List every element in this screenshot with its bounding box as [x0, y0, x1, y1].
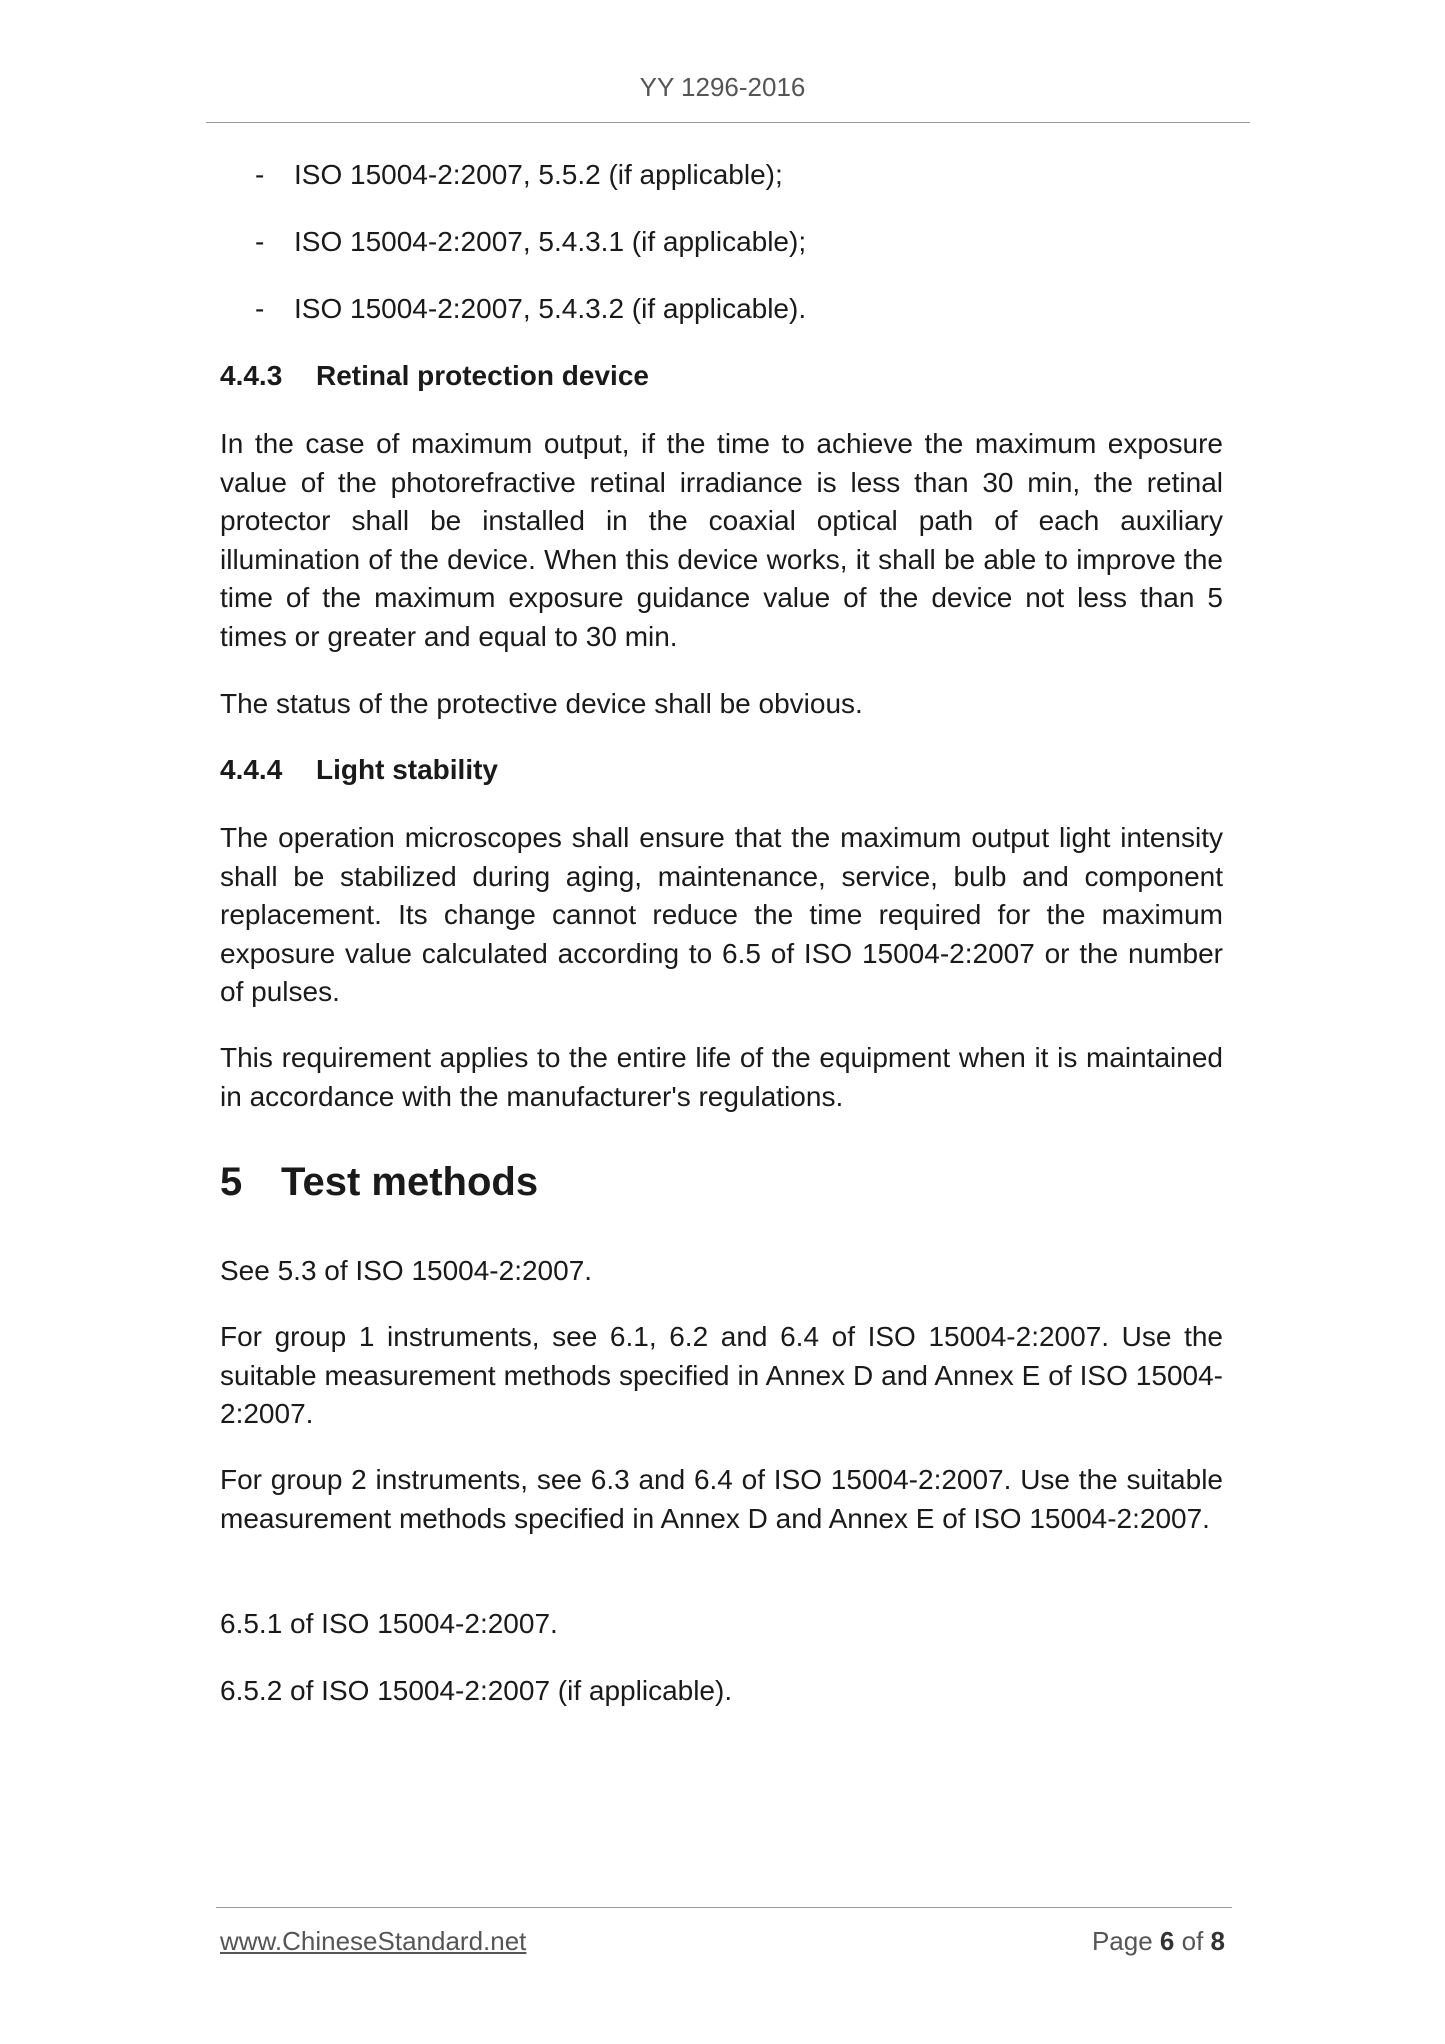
paragraph: For group 1 instruments, see 6.1, 6.2 and 6.4 of ISO 15004-2:2007. Use the suitable measurement methods specified in Annex D and Annex E of ISO 15004-2:2007.: [220, 1321, 1223, 1429]
footer-divider: [216, 1907, 1232, 1908]
list-item-text: ISO 15004-2:2007, 5.5.2 (if applicable);: [294, 159, 783, 190]
paragraph: See 5.3 of ISO 15004-2:2007.: [220, 1255, 593, 1286]
page-total: 8: [1210, 1926, 1225, 1956]
list-dash: -: [255, 226, 265, 257]
list-dash: -: [255, 159, 265, 190]
paragraph: The operation microscopes shall ensure that the maximum output light intensity shall be stabilized during aging, maintenance, service, bulb and component replacement. Its change cannot reduce the time required for the maximum exposure value calculated according to 6.5 of ISO 15004-2:2007 or the number of pulses.: [220, 822, 1223, 1007]
page-of: of: [1181, 1926, 1204, 1956]
list-item-text: ISO 15004-2:2007, 5.4.3.1 (if applicable);: [294, 226, 807, 257]
paragraph: In the case of maximum output, if the time to achieve the maximum exposure value of the photorefractive retinal irradiance is less than 30 min, the retinal protector shall be installed in the coaxial optical path of each auxiliary illumination of the device. When this device works, it shall be able to improve the time of the maximum exposure guidance value of the device not less than 5 times or greater and equal to 30 min.: [220, 428, 1223, 652]
paragraph: 6.5.2 of ISO 15004-2:2007 (if applicable).: [220, 1675, 733, 1706]
paragraph: This requirement applies to the entire life of the equipment when it is maintained in accordance with the manufacturer's regulations.: [220, 1042, 1223, 1112]
header-divider: [206, 122, 1250, 123]
paragraph: For group 2 instruments, see 6.3 and 6.4 of ISO 15004-2:2007. Use the suitable measurement methods specified in Annex D and Annex E of ISO 15004-2:2007.: [220, 1464, 1223, 1534]
page-prefix: Page: [1091, 1926, 1153, 1956]
list-item: [255, 223, 806, 261]
chapter-heading-5: [220, 1157, 538, 1207]
website-link[interactable]: www.ChineseStandard.net: [220, 1926, 527, 1956]
list-item: [255, 290, 806, 328]
section-title: Light stability: [316, 754, 498, 785]
chapter-title: Test methods: [281, 1160, 539, 1204]
document-code-header: YY 1296-2016: [639, 72, 806, 102]
list-item-text: ISO 15004-2:2007, 5.4.3.2 (if applicable).: [294, 293, 807, 324]
section-number: 4.4.4: [220, 754, 283, 785]
chapter-number: 5: [220, 1160, 243, 1204]
paragraph: The status of the protective device shall be obvious.: [220, 688, 863, 719]
section-number: 4.4.3: [220, 360, 283, 391]
section-title: Retinal protection device: [316, 360, 649, 391]
page-indicator: [1092, 1926, 1225, 1957]
page-current: 6: [1159, 1926, 1175, 1956]
list-dash: -: [255, 293, 265, 324]
section-heading-4-4-3: [220, 357, 649, 395]
list-item: [255, 156, 783, 194]
paragraph: 6.5.1 of ISO 15004-2:2007.: [220, 1608, 558, 1639]
section-heading-4-4-4: [220, 751, 498, 789]
